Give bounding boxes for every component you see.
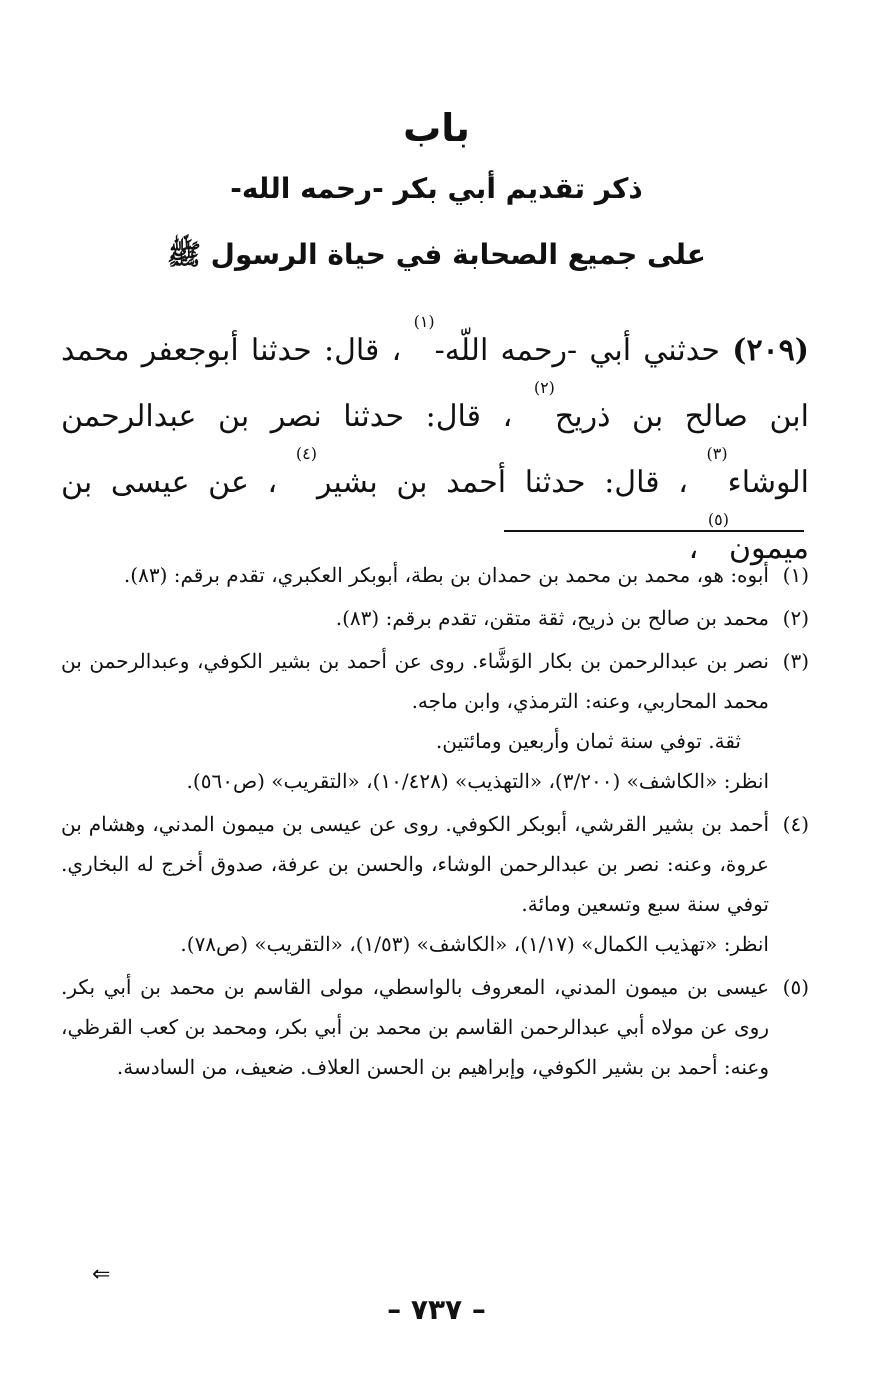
footnote-source: انظر: «تهذيب الكمال» (١/١٧)، «الكاشف» (١/٥٣)، «التقريب» (ص٧٨). [180,932,769,956]
hadith-text [61,312,809,582]
footnote-number: (١) [782,563,809,587]
footnote-1 [61,555,809,595]
chapter-title-line-2: على جميع الصحابة في حياة الرسول ﷺ [167,238,706,271]
footnote-text: محمد بن صالح بن ذريح، ثقة متقن، تقدم برقم: (٨٣). [335,606,769,630]
footnote-text: أحمد بن بشير القرشي، أبوبكر الكوفي. روى عن عيسى بن ميمون المدني، وهشام بن عروة، وعنه: نصر بن عبدالرحمن الوشاء، والحسن بن عرفة، صدوق أخرج له البخاري. توفي سنة سبع وتسعين ومائة. [61,812,769,916]
hadith-segment: ، قال: حدثنا أبوجعفر محمد ابن صالح بن ذريح [61,333,809,434]
footnote-2 [61,598,809,638]
footnote-separator [504,530,804,532]
footnote-text: نصر بن عبدالرحمن بن بكار الوَشَّاء. روى عن أحمد بن بشير الكوفي، وعبدالرحمن بن محمد المحاربي، وعنه: الترمذي، وابن ماجه. [61,649,769,713]
footnote-text: ثقة. توفي سنة ثمان وأربعين ومائتين. [435,729,741,753]
footnote-5 [61,967,809,1087]
chapter-title-line-1: ذكر تقديم أبي بكر -رحمه الله- [230,172,643,205]
footnote-4 [61,804,809,964]
hadith-segment: ، عن عيسى بن ميمون [61,465,809,566]
page-number: – ٧٣٧ – [387,1293,486,1326]
footnote-number: (٣) [782,649,809,673]
footnote-ref: (١) [413,312,435,331]
chapter-heading: باب [403,106,470,150]
footnote-ref: (٢) [533,378,555,397]
continued-arrow-icon: ⇐ [92,1262,111,1287]
hadith-segment: حدثني أبي -رحمه اللّه- [434,333,720,368]
footnote-ref: (٣) [706,444,728,463]
footnote-3 [61,641,809,801]
footnote-number: (٢) [782,606,809,630]
footnote-number: (٥) [782,975,809,999]
footnote-text: أبوه: هو، محمد بن محمد بن حمدان بن بطة، أبوبكر العكبري، تقدم برقم: (٨٣). [123,563,769,587]
hadith-segment: ، قال: حدثنا نصر بن عبدالرحمن الوشاء [61,399,809,500]
footnote-number: (٤) [782,812,809,836]
hadith-number: (٢٠٩) [732,333,809,368]
footnotes [61,555,809,1090]
footnote-ref: (٤) [295,444,317,463]
footnote-ref: (٥) [707,510,729,529]
footnote-source: انظر: «الكاشف» (٣/٢٠٠)، «التهذيب» (١٠/٤٢٨)، «التقريب» (ص٥٦٠). [186,769,769,793]
hadith-segment: ، قال: حدثنا أحمد بن بشير [316,465,688,500]
footnote-text: عيسى بن ميمون المدني، المعروف بالواسطي، مولى القاسم بن محمد بن أبي بكر. روى عن مولاه أبي عبدالرحمن القاسم بن محمد بن أبي بكر، ومحمد بن كعب القرظي، وعنه: أحمد بن بشير الكوفي، وإبراهيم بن الحسن العلاف. ضعيف، من السادسة. [61,975,769,1079]
hadith-segment: ، [688,531,699,566]
